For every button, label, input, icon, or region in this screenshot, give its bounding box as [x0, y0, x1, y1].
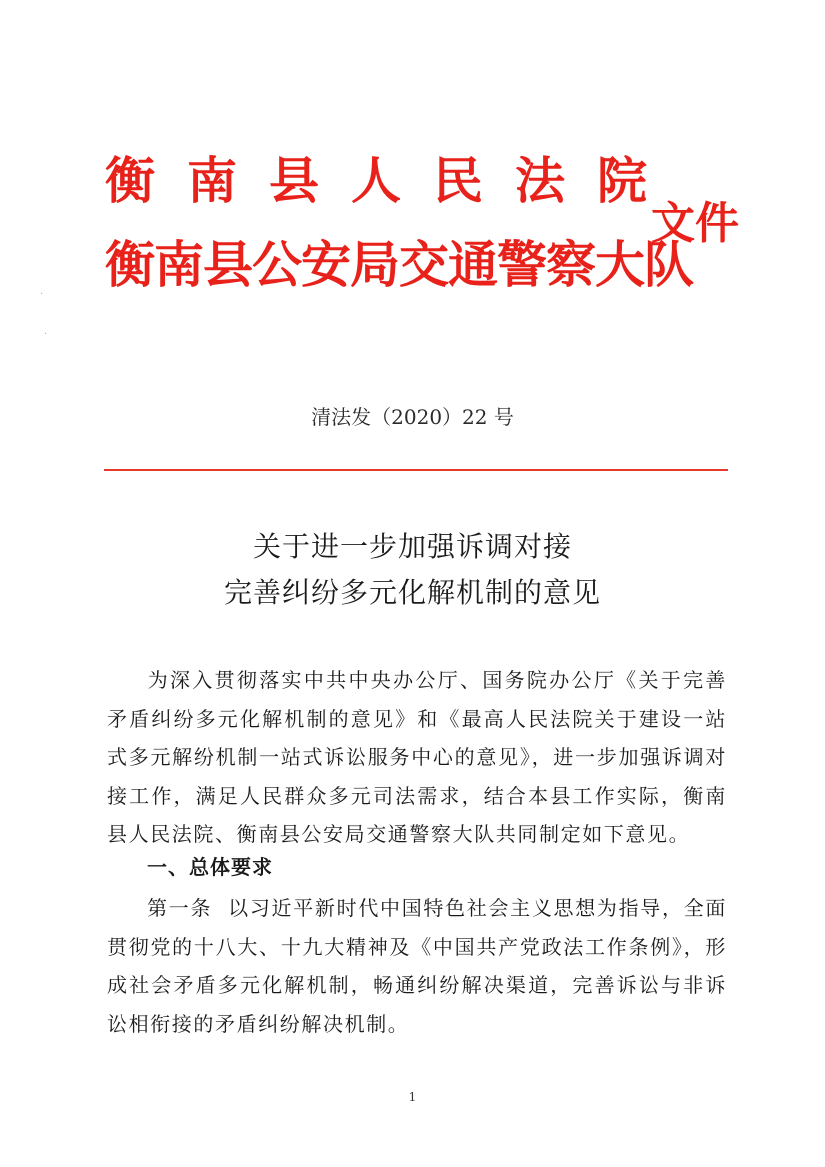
document-title-line-1: 关于进一步加强诉调对接 [252, 530, 572, 563]
document-title-line-2: 完善纠纷多元化解机制的意见 [223, 576, 601, 609]
page-number: 1 [408, 1090, 417, 1104]
scan-speck: · [44, 329, 48, 340]
intro-text: 为深入贯彻落实中共中央办公厅、国务院办公厅《关于完善矛盾纠纷多元化解机制的意见》和《最高人民法院关于建设一站式多元解纷机制一站式诉讼服务中心的意见》，进一步加强诉调对接工作，满足人民群众多元司法需求，结合本县工作实际，衡南县人民法院、衡南县公安局交通警察大队共同制定如下意见。 [107, 668, 727, 847]
issuer-line-court: 衡南县人民法院 [105, 152, 679, 210]
intro-paragraph [107, 661, 727, 854]
article-1-paragraph [107, 889, 727, 1043]
article-1-label: 第一条 [147, 896, 213, 920]
article-1-text: 以习近平新时代中国特色社会主义思想为指导，全面贯彻党的十八大、十九大精神及《中国共产党政法工作条例》，形成社会矛盾多元化解机制，畅通纠纷解决渠道，完善诉讼与非诉讼相衔接的矛盾纠纷解决机制。 [107, 896, 727, 1036]
document-number: 清法发（2020）22 号 [311, 405, 514, 429]
red-divider-line [104, 469, 728, 471]
issuer-line-traffic-police: 衡南县公安局交通警察大队 [105, 236, 693, 294]
scan-speck: · [40, 289, 44, 300]
section-heading-general-requirements: 一、总体要求 [147, 855, 273, 879]
issuer-suffix-wenjian: 文件 [651, 198, 739, 249]
